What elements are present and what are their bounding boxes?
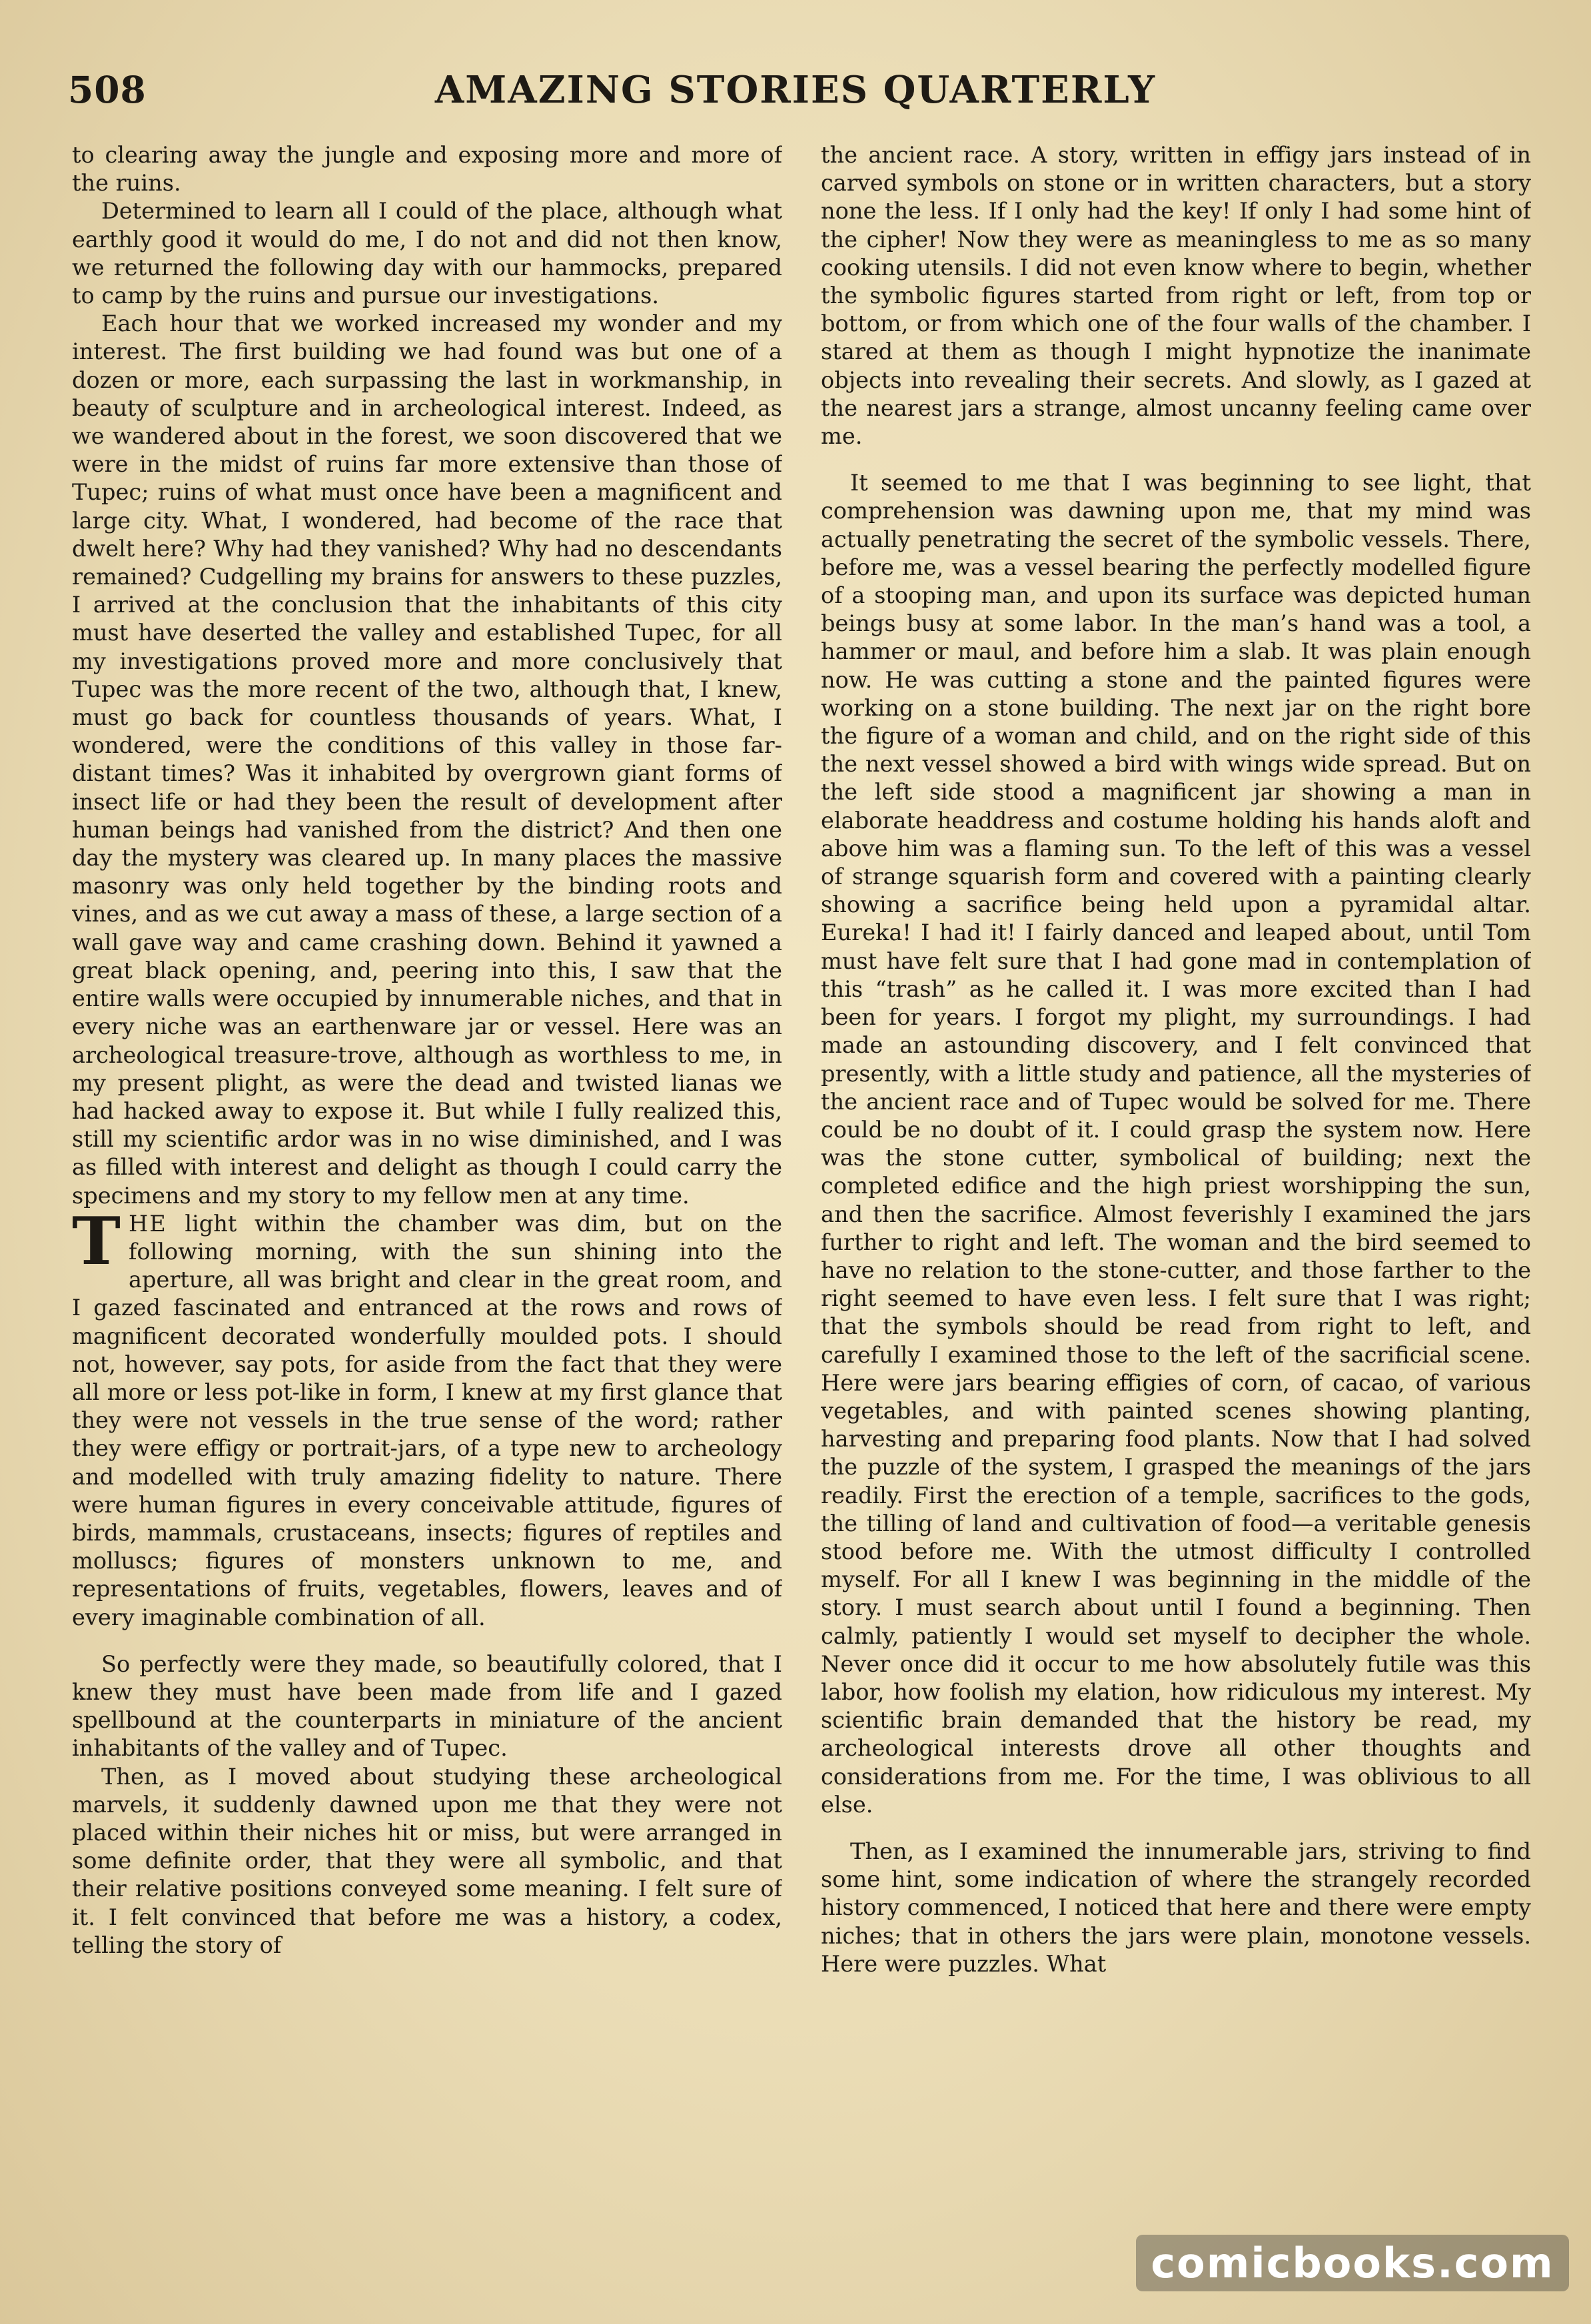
running-head-title: AMAZING STORIES QUARTERLY bbox=[434, 68, 1157, 112]
small-caps-lead: HE bbox=[128, 1210, 167, 1237]
paragraph: to clearing away the jungle and exposing more and more of the ruins. bbox=[72, 142, 782, 197]
paragraph: Determined to learn all I could of the place, although what earthly good it would do me, I do not and did not then know, we returned the following day with our hammocks, prepared to camp by the ruins and pursue our investigations. bbox=[72, 198, 782, 309]
paragraph: the ancient race. A story, written in effigy jars instead of in carved symbols on stone or in written characters, but a story none the less. If I only had the key! If only I had some hint of the cipher! Now they were as meaningless to me as so many cooking utensils. I did not even know where to begin, whether the symbolic figures started from right or left, from top or bottom, or from which one of the four walls of the chamber. I stared at them as though I might hypnotize the inanimate objects into revealing their secrets. And slowly, as I gazed at the nearest jars a strange, almost uncanny feeling came over me. bbox=[821, 142, 1531, 450]
site-watermark bbox=[1146, 2225, 1559, 2300]
page-number: 508 bbox=[68, 68, 147, 111]
paragraph: So perfectly were they made, so beautifully colored, that I knew they must have been made from life and I gazed spellbound at the counterparts in miniature of the ancient inhabitants of the valley and of Tupec. bbox=[72, 1650, 782, 1762]
watermark-text: comicbooks.com bbox=[1136, 2235, 1568, 2291]
paragraph: Then, as I examined the innumerable jars, striving to find some hint, some indication of where the strangely recorded history commenced, I noticed that here and there were empty niches; that in others the jars were plain, monotone vessels. Here were puzzles. What bbox=[821, 1838, 1531, 1977]
left-column bbox=[72, 141, 782, 2187]
paragraph: Each hour that we worked increased my wonder and my interest. The first building we had found was but one of a dozen or more, each surpassing the last in workmanship, in beauty of sculpture and in archeological interest. Indeed, as we wandered about in the forest, we soon discovered that we were in the midst of ruins far more extensive than those of Tupec; ruins of what must once have been a magnificent and large city. What, I wondered, had become of the race that dwelt here? Why had they vanished? Why had no descendants remained? Cudgelling my brains for answers to these puzzles, I arrived at the conclusion that the inhabitants of this city must have deserted the valley and established Tupec, for all my investigations proved more and more conclusively that Tupec was the more recent of the two, although that, I knew, must go back for countless thousands of years. What, I wondered, were the conditions of this valley in those far-distant times? Was it inhabited by overgrown giant forms of insect life or had they been the result of development after human beings had vanished from the district? And then one day the mystery was cleared up. In many places the massive masonry was only held together by the binding roots and vines, and as we cut away a mass of these, a large section of a wall gave way and came crashing down. Behind it yawned a great black opening, and, peering into this, I saw that the entire walls were occupied by innumerable niches, and that in every niche was an earthenware jar or vessel. Here was an archeological treasure-trove, although as worthless to me, in my present plight, as were the dead and twisted lianas we had hacked away to expose it. But while I fully realized this, still my scientific ardor was in no wise diminished, and I was as filled with interest and delight as though I could carry the specimens and my story to my fellow men at any time. bbox=[72, 310, 782, 1209]
paragraph-text: light within the chamber was dim, but on the following morning, with the sun shining into the aperture, all was bright and clear in the great room, and I gazed fascinated and entranced at the rows and rows of magnificent decorated wonderfully moulded pots. I should not, however, say pots, for aside from the fact that they were all more or less pot-like in form, I knew at my first glance that they were not vessels in the true sense of the word; rather they were effigy or portrait-jars, of a type new to archeology and modelled with truly amazing fidelity to nature. There were human figures in every conceivable attitude, figures of birds, mammals, crustaceans, insects; figures of reptiles and molluscs; figures of monsters unknown to me, and representations of fruits, vegetables, flowers, leaves and of every imaginable combination of all. bbox=[72, 1210, 782, 1630]
section-opening-paragraph bbox=[72, 1203, 782, 1632]
page-header bbox=[0, 0, 1591, 133]
right-column bbox=[821, 141, 1531, 2187]
paragraph: It seemed to me that I was beginning to see light, that comprehension was dawning upon me, that my mind was actually penetrating the secret of the symbolic vessels. There, before me, was a vessel bearing the perfectly modelled figure of a stooping man, and upon its surface was depicted human beings busy at some labor. In the man’s hand was a tool, a hammer or maul, and before him a slab. It was plain enough now. He was cutting a stone and the painted figures were working on a stone building. The next jar on the right bore the figure of a woman and child, and on the right side of this the next vessel showed a bird with wings wide spread. But on the left side stood a magnificent jar showing a man in elaborate headdress and costume holding his hands aloft and above him was a flaming sun. To the left of this was a vessel of strange squarish form and covered with a painting clearly showing a sacrifice being held upon a pyramidal altar. Eureka! I had it! I fairly danced and leaped about, until Tom must have felt sure that I had gone mad in contemplation of this “trash” as he called it. I was more excited than I had been for years. I forgot my plight, my surroundings. I had made an astounding discovery, and I felt convinced that presently, with a little study and patience, all the mysteries of the ancient race and of Tupec would be solved for me. There could be no doubt of it. I could grasp the system now. Here was the stone cutter, symbolical of building; next the completed edifice and the high priest worshipping the sun, and then the sacrifice. Almost feverishly I examined the jars further to right and left. The woman and the bird seemed to have no relation to the stone-cutter, and those farther to the right seemed to have even less. I felt sure that I was right; that the symbols should be read from right to left, and carefully I examined those to the left of the sacrificial scene. Here were jars bearing effigies of corn, of cacao, of various vegetables, and with painted scenes showing planting, harvesting and preparing food plants. Now that I had solved the puzzle of the system, I grasped the meanings of the jars readily. First the erection of a temple, sacrifices to the gods, the tilling of land and cultivation of food—a veritable genesis stood before me. With the utmost difficulty I controlled myself. For all I knew I was beginning in the middle of the story. I must search about until I found a beginning. Then calmly, patiently I would set myself to decipher the whole. Never once did it occur to me how absolutely futile was this labor, how foolish my elation, how ridiculous my interest. My scientific brain demanded that the history be read, my archeological interests drove all other thoughts and considerations from me. For the time, I was oblivious to all else. bbox=[821, 470, 1531, 1818]
drop-cap: T bbox=[72, 1203, 121, 1280]
paragraph: Then, as I moved about studying these archeological marvels, it suddenly dawned upon me that they were not placed within their niches hit or miss, but were arranged in some definite order, that they were all symbolic, and that their relative positions conveyed some meaning. I felt sure of it. I felt convinced that before me was a history, a codex, telling the story of bbox=[72, 1763, 782, 1958]
